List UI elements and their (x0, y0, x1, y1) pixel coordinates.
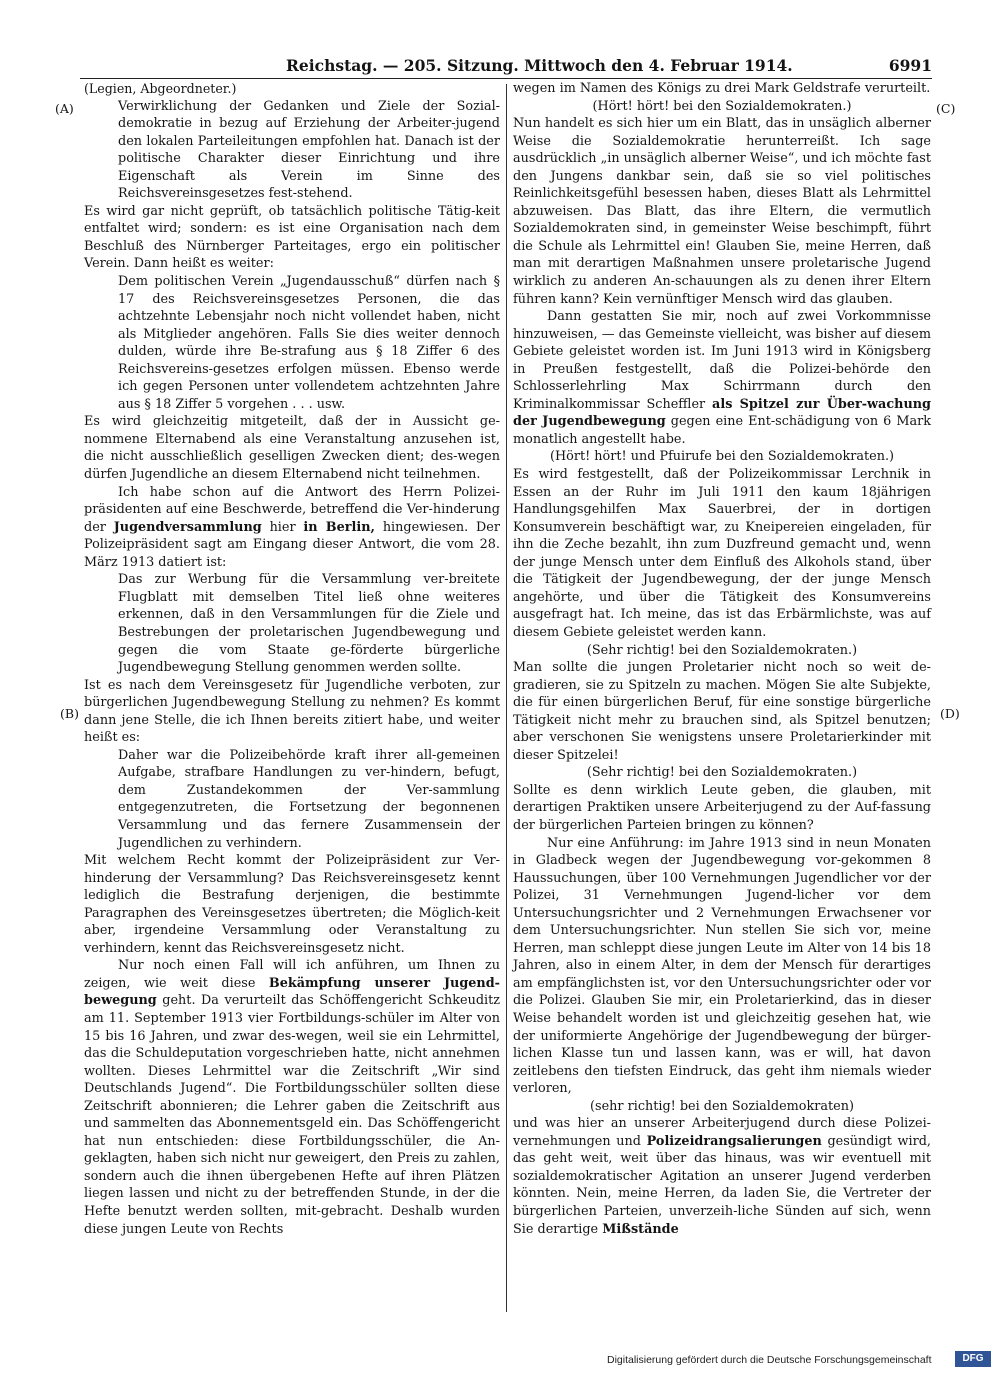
emphasis-text: Polizeidrangsalierungen (646, 1133, 822, 1149)
running-title: Reichstag. — 205. Sitzung. Mittwoch den 4. Februar 1914. (286, 56, 793, 75)
body-paragraph: Nur noch einen Fall will ich anführen, um Ihnen zu zeigen, wie weit diese Bekämpfung unserer Jugend-bewegung geht. Da verurteilt das Schöffengericht Schkeuditz am 11. September 1913 vier Fortbildungs-schüler im Alter von 15 bis 16 Jahren, und zwar des-wegen, weil sie ein Lehrmittel, das die Schuldeputation vorgeschrieben hatte, nicht annehmen wollten. Dieses Lehrmittel war die Zeitschrift „Wir sind Deutschlands Jugend“. Die Fortbildungsschüler sollten diese Zeitschrift abonnieren; die Lehrer gaben die Zeitschrift aus und sammelten das Abonnementsgeld ein. Das Schöffengericht hat nun entschieden: diese Fortbildungsschüler, die An-geklagten, haben sich nicht nur geweigert, den Preis zu zahlen, sondern auch die ihnen übergebenen Hefte auf ihren Plätzen liegen lassen und nicht zu der betreffenden Stunde, in der die Hefte benutzt werden sollten, mit-gebracht. Deshalb wurden diese jungen Leute von Rechts (84, 958, 500, 1237)
interjection: (Hört! hört! und Pfuirufe bei den Sozialdemokraten.) (549, 449, 895, 465)
body-paragraph: Es wird gar nicht geprüft, ob tatsächlich politische Tätig-keit entfaltet wird; sondern: es ist eine Organisation nach dem Beschluß des Nürnberger Parteitages, ergo ein politischer Verein. Dann heißt es weiter: (84, 203, 500, 272)
column-divider (506, 84, 507, 1312)
body-paragraph: Dann gestatten Sie mir, noch auf zwei Vorkommnisse hinzuweisen, — das Gemeinste vielleicht, was bisher auf diesem Gebiete geleistet worden ist. Im Juni 1913 wird in Königsberg in Preußen festgestellt, daß die Polizei-behörde den Schlosserlehrling Max Schirrmann durch den Kriminalkommissar Scheffler als Spitzel zur Über-wachung der Jugendbewegung gegen eine Ent-schädigung von 6 Mark monatlich angestellt habe. (513, 309, 931, 447)
quote-paragraph: Daher war die Polizeibehörde kraft ihrer all-gemeinen Aufgabe, strafbare Handlungen zu ver-hindern, befugt, dem Zustandekommen der Ver-sammlung entgegenzutreten, die Fortsetzung der begonnenen Versammlung und das fernere Zusammensein der Jugendlichen zu verhindern. (118, 747, 500, 851)
interjection: (Sehr richtig! bei den Sozialdemokraten.) (586, 642, 858, 658)
body-paragraph: Es wird festgestellt, daß der Polizeikommissar Lerchnik in Essen an der Ruhr im Juli 1911 den kaum 18jährigen Handlungsgehilfen Max Sauerbrei, der in dortigen Konsumverein beschäftigt war, zu Kneipereien eingeladen, für ihn die Zeche bezahlt, ihn zum Duzfreund gemacht und, wenn der junge Mensch unter dem Einfluß des Alkohols stand, über die Tätigkeit der Jugendbewegung, der der junge Mensch angehörte, und über die Tätigkeit des Konsumvereins ausgefragt hat. Ich meine, das ist das Erbärmlichste, was auf diesem Gebiete geleistet werden kann. (513, 467, 931, 640)
dfg-logo: DFG (955, 1351, 991, 1367)
interjection: (Hört! hört! bei den Sozialdemokraten.) (592, 98, 852, 114)
body-paragraph: Es wird gleichzeitig mitgeteilt, daß der in Aussicht ge-nommene Elternabend als eine Veranstaltung anzusehen ist, die nicht ausschließlich geselligen Zwecken dient; des-wegen dürfen Jugendliche an diesem Elternabend nicht teilnehmen. (84, 414, 500, 483)
right-column (513, 80, 931, 1238)
body-paragraph: Sollte es denn wirklich Leute geben, die glauben, mit derartigen Praktiken unsere Arbeiterjugend zu der Auf-fassung der bürgerlichen Parteien bringen zu können? (513, 782, 931, 833)
interjection: (sehr richtig! bei den Sozialdemokraten) (590, 1098, 854, 1114)
body-paragraph: Mit welchem Recht kommt der Polizeipräsident zur Ver-hinderung der Versammlung? Das Reichsvereinsgesetz kennt lediglich die Bestrafung derjenigen, die bestimmte Paragraphen des Vereinsgesetzes übertreten; die Möglich-keit aber, irgendeine Versammlung oder Veranstaltung zu verhindern, kennt das Reichsvereinsgesetz nicht. (84, 853, 500, 956)
emphasis-text: als Spitzel zur Über-wachung der Jugendbewegung (513, 396, 931, 430)
emphasis-text: Bekämpfung unserer Jugend-bewegung (84, 975, 500, 1009)
funding-notice: Digitalisierung gefördert durch die Deutsche Forschungsgemeinschaft (607, 1354, 932, 1366)
margin-mark-c: (C) (936, 101, 956, 116)
body-paragraph: Ist es nach dem Vereinsgesetz für Jugendliche verboten, zur bürgerlichen Jugendbewegung Stellung zu nehmen? Es kommt dann jene Stelle, die ich Ihnen bereits zitiert habe, und weiter heißt es: (84, 677, 500, 746)
emphasis-text: Mißstände (602, 1221, 679, 1237)
body-paragraph: wegen im Namen des Königs zu drei Mark Geldstrafe verurteilt. (513, 81, 931, 96)
quote-paragraph: Verwirklichung der Gedanken und Ziele der Sozial-demokratie in bezug auf Erziehung der Arbeiter-jugend den lokalen Parteileitungen empfohlen hat. Danach ist der politische Charakter dieser Einrichtung und ihre Eigenschaft als Verein im Sinne des Reichsvereinsgesetzes fest-stehend. (118, 98, 500, 202)
quote-paragraph: Das zur Werbung für die Versammlung ver-breitete Flugblatt mit demselben Titel ließ ohne weiteres erkennen, daß in den Versammlungen für die Ziele und Bestrebungen der proletarischen Jugendbewegung und gegen die vom Staate ge-förderte bürgerliche Jugendbewegung Stellung genommen werden sollte. (118, 572, 500, 676)
margin-mark-b: (B) (60, 706, 79, 721)
speaker-label: (Legien, Abgeordneter.) (84, 81, 237, 96)
left-column (84, 80, 500, 1238)
body-paragraph: Ich habe schon auf die Antwort des Herrn Polizei-präsidenten auf eine Beschwerde, betreffend die Ver-hinderung der Jugendversammlung hier in Berlin, hingewiesen. Der Polizeipräsident sagt am Eingang dieser Antwort, die vom 28. März 1913 datiert ist: (84, 484, 500, 570)
interjection: (Sehr richtig! bei den Sozialdemokraten.) (586, 765, 858, 781)
margin-mark-a: (A) (55, 101, 74, 116)
body-paragraph: und was hier an unserer Arbeiterjugend durch diese Polizei-vernehmungen und Polizeidrangsalierungen gesündigt wird, das geht weit, weit über das hinaus, was wir eventuell mit sozialdemokratischer Agitation an unserer Jugend verderben könnten. Nein, meine Herren, da laden Sie, die Vertreter der bürgerlichen Parteien, unverzeih-liche Sünden auf sich, wenn Sie derartige Mißstände (513, 1116, 931, 1237)
page-number: 6991 (888, 56, 932, 75)
quote-paragraph: Dem politischen Verein „Jugendausschuß“ dürfen nach § 17 des Reichsvereinsgesetzes Personen, die das achtzehnte Lebensjahr noch nicht vollendet haben, nicht als Mitglieder angehören. Falls Sie dies weiter dennoch dulden, würde ihre Be-strafung aus § 18 Ziffer 6 des Reichsvereins-gesetzes erfolgen müssen. Ebenso werde ich gegen Personen unter vollendetem achtzehnten Jahre aus § 18 Ziffer 5 vorgehen . . . usw. (118, 274, 500, 412)
body-paragraph: Nur eine Anführung: im Jahre 1913 sind in neun Monaten in Gladbeck wegen der Jugendbewegung vor-gekommen 8 Haussuchungen, über 100 Vernehmungen Jugendlicher vor der Polizei, 31 Vernehmungen Jugend-licher vor dem Untersuchungsrichter und 2 Vernehmungen Erwachsener vor dem Untersuchungsrichter. Nun stellen Sie sich vor, meine Herren, man schleppt diese jungen Leute im Alter von 14 bis 18 Jahren, also in einem Alter, in dem der Mensch für derartiges am empfänglichsten ist, vor den Untersuchungsrichter oder vor die Polizei. Glauben Sie mir, ein Proletarierkind, das in dieser Weise behandelt worden ist und gleichzeitig gesehen hat, wie der uniformierte Angehörige der Jugendbewegung der bürger-lichen Klasse tun und lassen kann, was er will, hat davon zeitlebens den tiefsten Eindruck, das geht ihm niemals wieder verloren, (513, 835, 931, 1097)
running-header (248, 56, 932, 78)
margin-mark-d: (D) (940, 706, 960, 721)
emphasis-text: in Berlin, (303, 519, 375, 535)
header-rule (80, 78, 932, 79)
body-paragraph: Nun handelt es sich hier um ein Blatt, das in unsäglich alberner Weise die Sozialdemokratie herunterreißt. Ich sage ausdrücklich „in unsäglich alberner Weise“, und ich möchte fast den Jungens dankbar sein, daß sie so viel politisches Reinlichkeitsgefühl besessen haben, dieses Blatt als Lehrmittel abzuweisen. Das Blatt, das ihre Eltern, die vermutlich Sozialdemokraten sind, in gemeinster Weise beschimpft, führt die Schule als Lehrmittel ein! Glauben Sie, meine Herren, daß man mit derartigen Maßnahmen unsere proletarische Jugend wirklich zu anderen An-schauungen als zu denen ihrer Eltern führen kann? Kein vernünftiger Mensch wird das glauben. (513, 116, 931, 307)
body-paragraph: Man sollte die jungen Proletarier nicht noch so weit de-gradieren, sie zu Spitzeln zu machen. Mögen Sie alte Subjekte, die für einen bürgerlichen Beruf, für eine sonstige bürgerliche Tätigkeit nicht mehr zu brauchen sind, als Spitzel benutzen; aber verschonen Sie wenigstens unsere Proletarierkinder mit dieser Spitzelei! (513, 660, 931, 763)
emphasis-text: Jugendversammlung (113, 519, 262, 535)
